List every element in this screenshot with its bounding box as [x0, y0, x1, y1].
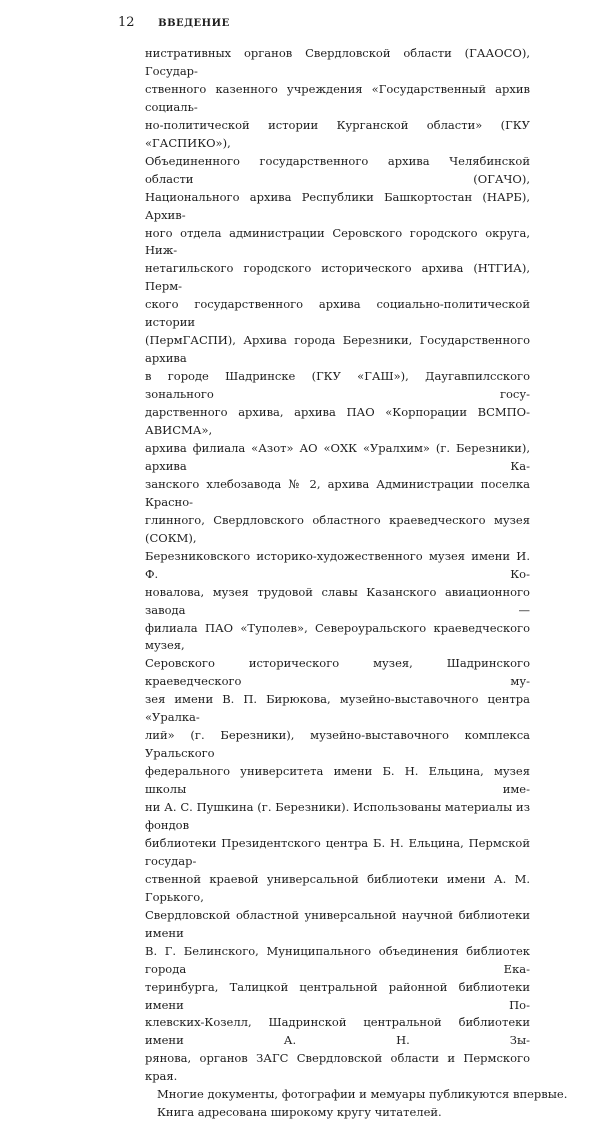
text-line: в городе Шадринске (ГКУ «ГАШ»), Даугавпилсского зонального госу- — [145, 369, 530, 402]
text-line: Свердловской областной универсальной научной библиотеки имени — [145, 907, 530, 940]
text-line: библиотеки Президентского центра Б. Н. Ельцина, Пермской государ- — [145, 835, 530, 868]
running-head — [118, 15, 230, 32]
text-line: Объединенного государственного архива Челябинской области (ОГАЧО), — [145, 153, 530, 186]
text-line: ственного казенного учреждения «Государственный архив социаль- — [145, 81, 530, 114]
text-line: ственной краевой универсальной библиотеки имени А. М. Горького, — [145, 871, 530, 904]
text-line: ского государственного архива социально-политической истории — [145, 297, 530, 330]
text-line: рянова, органов ЗАГС Свердловской области и Пермского края. — [145, 1051, 530, 1084]
section-title: ВВЕДЕНИЕ — [158, 18, 230, 29]
text-line: В. Г. Белинского, Муниципального объединения библиотек города Ека- — [145, 943, 530, 976]
text-line: теринбурга, Талицкой центральной районной библиотеки имени По- — [145, 979, 530, 1012]
text-line: дарственного архива, архива ПАО «Корпорации ВСМПО-АВИСМА», — [145, 405, 530, 438]
text-line: новалова, музея трудовой славы Казанского авиационного завода — — [145, 584, 530, 617]
text-line: зея имени В. П. Бирюкова, музейно-выставочного центра «Уралка- — [145, 692, 530, 725]
text-line: федерального университета имени Б. Н. Ельцина, музея школы име- — [145, 764, 530, 797]
text-line: занского хлебозавода № 2, архива Администрации поселка Красно- — [145, 476, 530, 509]
text-line: филиала ПАО «Туполев», Североуральского краеведческого музея, — [145, 620, 530, 653]
text-line: нетагильского городского исторического архива (НТГИА), Перм- — [145, 261, 530, 294]
text-line: Березниковского историко-художественного музея имени И. Ф. Ко- — [145, 548, 530, 581]
body-text — [145, 45, 568, 1122]
text-line: но-политической истории Курганской области» (ГКУ «ГАСПИКО»), — [145, 117, 530, 150]
text-line: ного отдела администрации Серовского городского округа, Ниж- — [145, 225, 530, 258]
text-line: Серовского исторического музея, Шадринского краеведческого му- — [145, 656, 530, 689]
text-line: клевских-Козелл, Шадринской центральной библиотеки имени А. Н. Зы- — [145, 1015, 530, 1048]
text-line: ни А. С. Пушкина (г. Березники). Использованы материалы из фондов — [145, 800, 530, 832]
text-line: (ПермГАСПИ), Архива города Березники, Государственного архива — [145, 333, 530, 366]
text-line: лий» (г. Березники), музейно-выставочного комплекса Уральского — [145, 728, 530, 761]
text-line: нистративных органов Свердловской области (ГААОСО), Государ- — [145, 46, 530, 78]
page-number: 12 — [118, 15, 135, 30]
text-line: глинного, Свердловского областного краеведческого музея (СОКМ), — [145, 512, 530, 545]
text-line: Книга адресована широкому кругу читателей. — [157, 1105, 442, 1120]
text-line: архива филиала «Азот» АО «ОХК «Уралхим» (г. Березники), архива Ка- — [145, 440, 530, 473]
text-line: Многие документы, фотографии и мемуары публикуются впервые. — [157, 1087, 568, 1102]
text-line: Национального архива Республики Башкортостан (НАРБ), Архив- — [145, 189, 530, 222]
